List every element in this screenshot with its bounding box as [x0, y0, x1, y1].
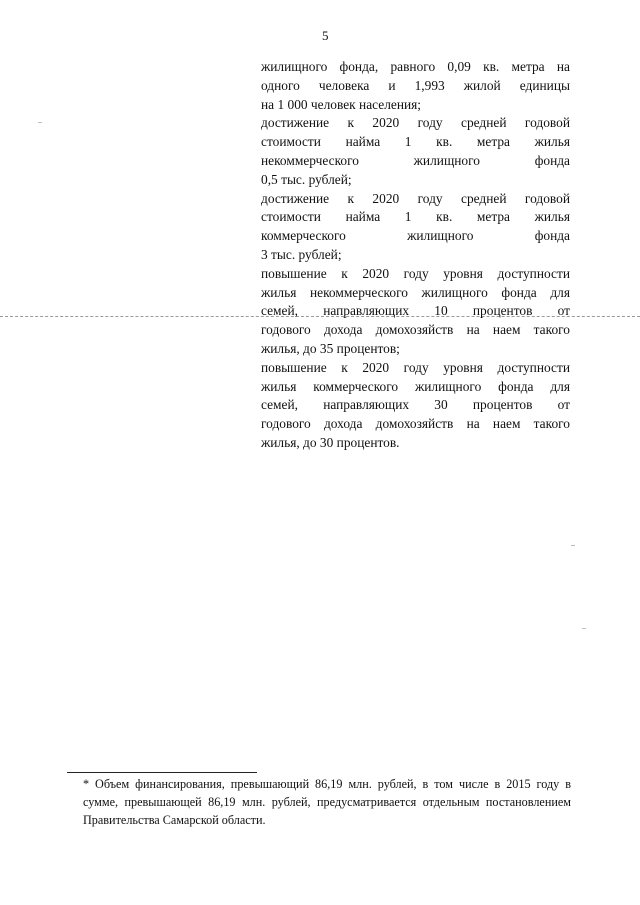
- text-line: стоимости найма 1 кв. метра жилья: [261, 134, 570, 150]
- footnote: * Объем финансирования, превышающий 86,19 млн. рублей, в том числе в 2015 году в сумме, превышающей 86,19 млн. рублей, предусматривается отдельным постановлением Правительства Самарской области.: [83, 777, 571, 827]
- text-line: достижение к 2020 году средней годовой: [261, 190, 570, 206]
- scan-speck: [571, 545, 575, 546]
- text-line: стоимости найма 1 кв. метра жилья: [261, 209, 570, 225]
- text-line: семей, направляющих 30 процентов от: [261, 397, 570, 413]
- text-line: годового дохода домохозяйств на наем такого: [261, 416, 570, 432]
- text-line: жилья, до 35 процентов;: [261, 340, 400, 356]
- text-line: повышение к 2020 году уровня доступности: [261, 359, 570, 375]
- text-line: одного человека и 1,993 жилой единицы: [261, 77, 570, 93]
- text-line: семей, направляющих 10 процентов от: [261, 303, 570, 319]
- text-line: 0,5 тыс. рублей;: [261, 171, 352, 187]
- footnote-separator: [67, 772, 257, 773]
- page-number: 5: [322, 28, 329, 43]
- text-line: годового дохода домохозяйств на наем такого: [261, 322, 570, 338]
- text-line: жилищного фонда, равного 0,09 кв. метра на: [261, 59, 570, 74]
- text-line: достижение к 2020 году средней годовой: [261, 115, 570, 131]
- text-line: жилья некоммерческого жилищного фонда для: [261, 284, 570, 300]
- text-line: жилья коммерческого жилищного фонда для: [261, 378, 570, 394]
- text-line: коммерческого жилищного фонда: [261, 228, 570, 244]
- text-line: некоммерческого жилищного фонда: [261, 152, 570, 168]
- text-line: 3 тыс. рублей;: [261, 246, 342, 262]
- scan-speck: [582, 628, 586, 629]
- text-line: повышение к 2020 году уровня доступности: [261, 265, 570, 281]
- main-text: [261, 58, 570, 453]
- scan-speck: [38, 122, 42, 123]
- text-line: жилья, до 30 процентов.: [261, 434, 400, 450]
- text-line: на 1 000 человек населения;: [261, 96, 422, 112]
